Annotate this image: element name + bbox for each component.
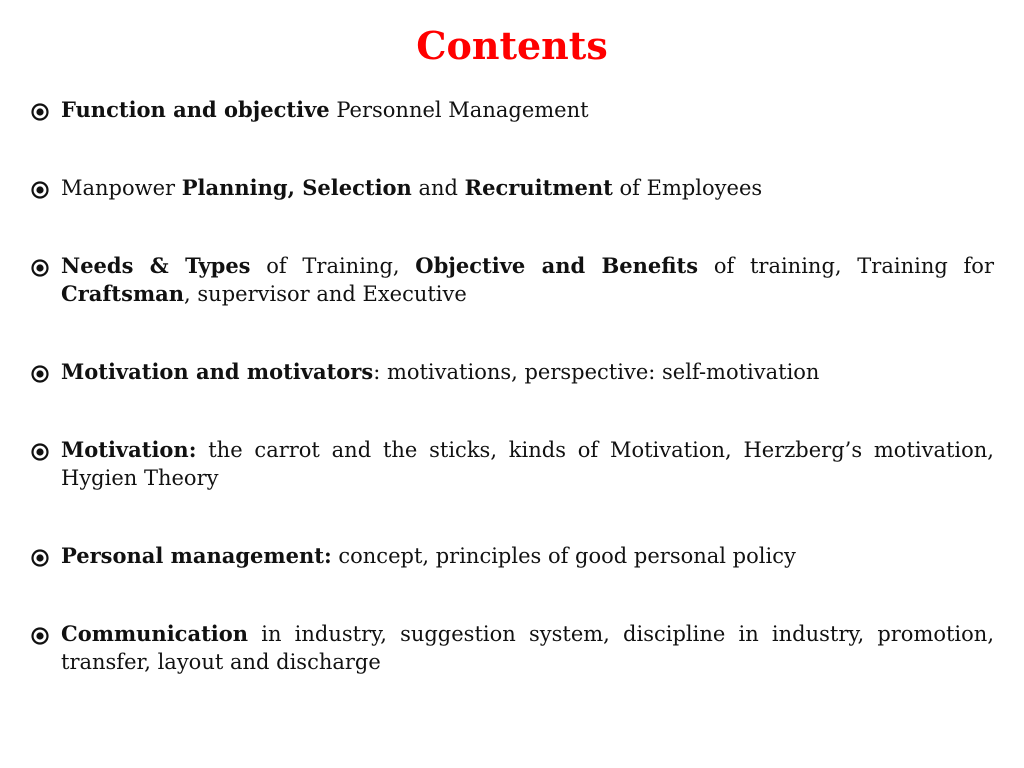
bold-term: Function and objective — [61, 97, 330, 122]
text-run: , supervisor and Executive — [184, 282, 467, 306]
bold-term: Planning, Selection — [181, 175, 412, 200]
radio-dot-icon — [30, 258, 61, 278]
list-item-text — [61, 542, 994, 570]
radio-dot-icon — [30, 102, 61, 122]
text-run: : motivations, perspective: self-motivation — [373, 360, 820, 384]
bold-term: Needs & Types — [61, 253, 251, 278]
bold-term: Motivation and motivators — [61, 359, 374, 384]
bold-term: Recruitment — [464, 175, 613, 200]
list-item-4 — [30, 358, 994, 386]
text-run: and — [411, 176, 465, 200]
text-run: Personnel Management — [329, 98, 589, 122]
list-item-7 — [30, 620, 994, 676]
bold-term: Craftsman — [61, 281, 185, 306]
list-item-text — [61, 436, 994, 492]
list-item-2 — [30, 174, 994, 202]
list-item-1 — [30, 96, 994, 124]
list-item-text — [61, 620, 994, 676]
radio-dot-icon — [30, 442, 61, 462]
list-item-3 — [30, 252, 994, 308]
text-run: of Training, — [250, 254, 416, 278]
text-run: the carrot and the sticks, kinds of Motivation, Herzberg’s motivation, Hygien Theory — [61, 438, 994, 490]
list-item-text — [61, 358, 994, 386]
list-item-text — [61, 96, 994, 124]
text-run: concept, principles of good personal policy — [331, 544, 796, 568]
slide-title: Contents — [416, 23, 608, 68]
radio-dot-icon — [30, 180, 61, 200]
list-item-6 — [30, 542, 994, 570]
radio-dot-icon — [30, 364, 61, 384]
list-item-5 — [30, 436, 994, 492]
list-item-text — [61, 252, 994, 308]
bold-term: Motivation: — [61, 437, 197, 462]
text-run: of Employees — [612, 176, 763, 200]
bold-term: Objective and Benefits — [415, 253, 699, 278]
bold-term: Communication — [61, 621, 249, 646]
text-run: of training, Training for — [698, 254, 994, 278]
text-run: Manpower — [61, 176, 182, 200]
radio-dot-icon — [30, 548, 61, 568]
bold-term: Personal management: — [61, 543, 332, 568]
text-run: in industry, suggestion system, discipline in industry, promotion, transfer, layout and discharge — [61, 622, 994, 674]
list-item-text — [61, 174, 994, 202]
radio-dot-icon — [30, 626, 61, 646]
